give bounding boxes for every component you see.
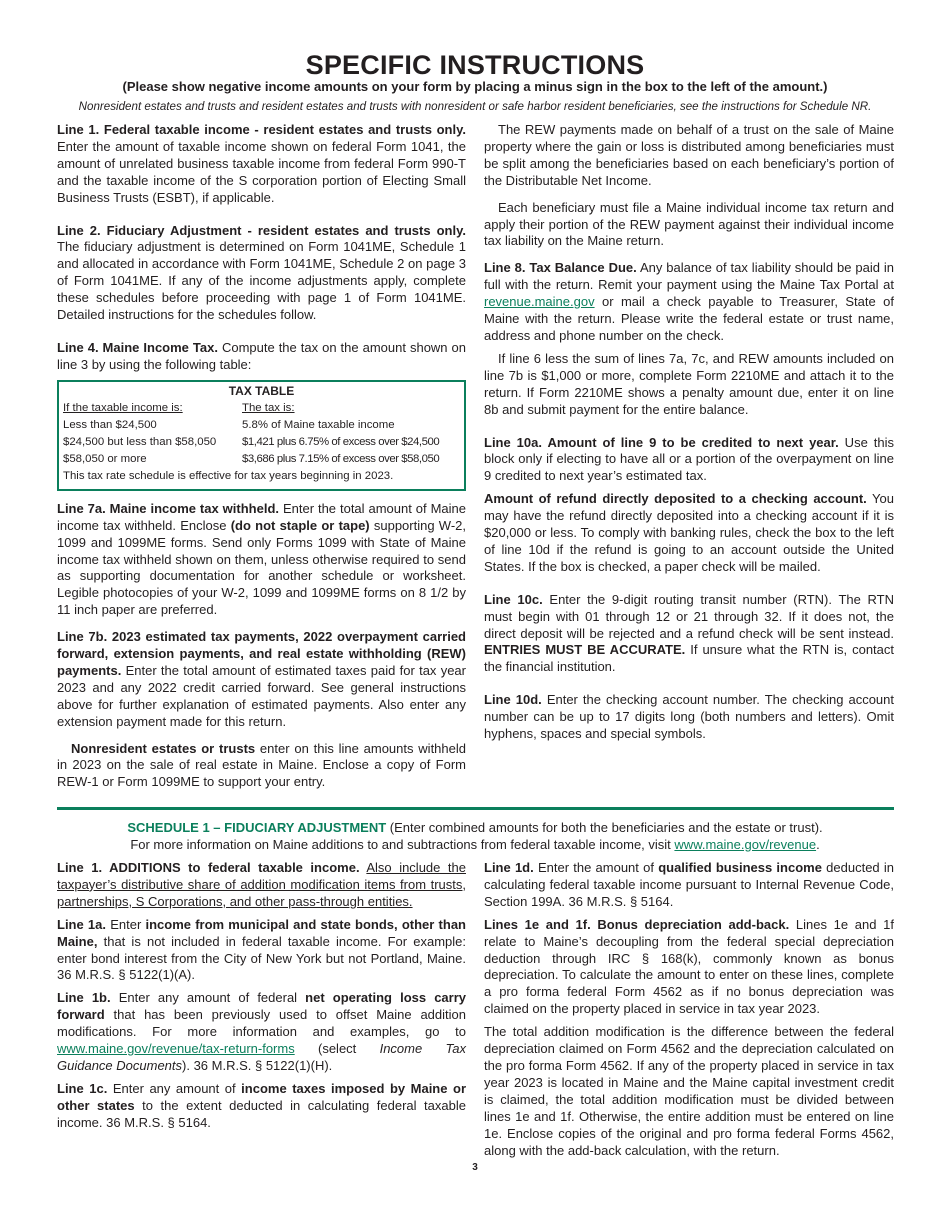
s1-line1b-paragraph bbox=[57, 990, 466, 1075]
line2-paragraph bbox=[57, 223, 466, 324]
tax-table-tax-cell: $3,686 plus 7.15% of excess over $58,050 bbox=[242, 452, 440, 465]
s1-line1c-paragraph bbox=[57, 1081, 466, 1132]
line10c-bold: ENTRIES MUST BE ACCURATE. bbox=[484, 642, 686, 658]
tax-table-tax-cell: $1,421 plus 6.75% of excess over $24,500 bbox=[242, 435, 440, 448]
s1-line1a-heading: Line 1a. bbox=[57, 916, 106, 932]
s1-line1b-text2: that has been previously used to offset Maine addition modifications. For more information and examples, go to bbox=[57, 1007, 466, 1040]
s1-line1e-paragraph bbox=[484, 917, 894, 1018]
s1-line1c-heading: Line 1c. bbox=[57, 1080, 108, 1096]
s1-line1a-text2: that is not included in federal taxable income. For example: enter bond interest from the City of New York but not Portland, Maine. 36 M.R.S. § 5122(1)(A). bbox=[57, 933, 466, 983]
s1-line1a-paragraph bbox=[57, 917, 466, 985]
line7a-bold: (do not staple or tape) bbox=[230, 517, 370, 533]
schedule1-left-column bbox=[57, 860, 466, 1142]
line10d-heading: Line 10d. bbox=[484, 692, 542, 708]
s1-line1d-text: Enter the amount of bbox=[533, 860, 659, 875]
nonresident-paragraph bbox=[57, 741, 466, 792]
schedule1-more-info bbox=[0, 837, 950, 854]
tax-table-income-cell: $58,050 or more bbox=[63, 452, 147, 465]
s1-line1a-bold: income from municipal and state bonds, other than Maine, bbox=[57, 916, 466, 949]
line8-text: Any balance of tax liability should be paid in full with the return. Remit your payment using the Maine Tax Portal at bbox=[484, 260, 894, 293]
refund-paragraph bbox=[484, 491, 894, 576]
tax-table-title: TAX TABLE bbox=[228, 383, 295, 398]
s1-line1d-heading: Line 1d. bbox=[484, 860, 534, 875]
line7b-heading: Line 7b. 2023 estimated tax payments, 2022 overpayment carried forward, extension payments, and real estate withholding (REW) payments. bbox=[57, 629, 466, 678]
nonresident-text: enter on this line amounts withheld in 2023 on the sale of real estate in Maine. Enclose a copy of Form REW-1 or Form 1099ME to support your entry. bbox=[57, 740, 466, 790]
line7a-paragraph bbox=[57, 501, 466, 619]
line7b-text: Enter the total amount of estimated taxes paid for tax year 2023 and any 2022 credit carried forward. See general instructions above for further explanation of estimated payments. Also enter any extension payment made for this return. bbox=[57, 662, 466, 729]
s1-line1d-paragraph bbox=[484, 860, 894, 911]
schedule1-more-info-text: For more information on Maine additions to and subtractions from federal taxable income, visit bbox=[130, 837, 675, 852]
line10c-paragraph bbox=[484, 592, 894, 677]
s1-line1-paragraph bbox=[57, 860, 466, 911]
s1-line1b-text3: (select bbox=[294, 1041, 380, 1057]
s1-line1-heading: Line 1. ADDITIONS to federal taxable income. bbox=[57, 860, 360, 875]
tax-table-row bbox=[63, 451, 460, 468]
rew-paragraph-2: Each beneficiary must file a Maine individual income tax return and apply their portion of the REW payment against their individual income tax liability on the Maine return. bbox=[484, 199, 894, 249]
s1-line1b-italic: Income Tax Guidance Documents bbox=[57, 1041, 466, 1073]
tax-table-row bbox=[63, 434, 460, 451]
page-title: SPECIFIC INSTRUCTIONS bbox=[305, 50, 645, 80]
s1-total-paragraph: The total addition modification is the difference between the federal depreciation claimed on Form 4562 and the depreciation calculated on the pro forma Form 4562. If any of the property placed in service in tax year 2023 is located in Maine and the Maine capital investment credit is claimed, the total addition modification must be divided between lines 1e and 1f. Otherwise, the entire addition must be entered on line 1e. Enclose copies of the original and pro forma federal Forms 4562, along with the add-back calculation, with the return. bbox=[484, 1024, 894, 1158]
schedule1-title: SCHEDULE 1 – FIDUCIARY ADJUSTMENT bbox=[127, 820, 387, 835]
line7a-text: Enter the total amount of Maine income tax withheld. Enclose bbox=[57, 500, 466, 533]
tax-return-forms-link[interactable]: www.maine.gov/revenue/tax-return-forms bbox=[57, 1041, 295, 1057]
line7b-paragraph bbox=[57, 629, 466, 730]
rew-paragraph-1: The REW payments made on behalf of a trust on the sale of Maine property where the gain or loss is distributed among beneficiaries must be split among the beneficiaries based on each beneficiary’s portion of the Distributable Net Income. bbox=[484, 122, 894, 188]
page-number: 3 bbox=[472, 1162, 478, 1173]
tax-table-header-row bbox=[63, 400, 460, 417]
s1-line1b-text: Enter any amount of federal bbox=[110, 990, 306, 1006]
s1-line1-underlined: Also include the taxpayer’s distributive share of addition modification items from trusts, partnerships, S Corporations, and other pass-through entities. bbox=[57, 860, 466, 909]
schedule1-heading-note: (Enter combined amounts for both the beneficiaries and the estate or trust). bbox=[386, 820, 823, 835]
nonresident-note: Nonresident estates and trusts and resident estates and trusts with nonresident or safe harbor resident beneficiaries, see the instructions for Schedule NR. bbox=[78, 100, 872, 113]
s1-line1d-bold: qualified business income bbox=[658, 860, 822, 875]
tax-table-tax-cell: 5.8% of Maine taxable income bbox=[242, 418, 395, 431]
s1-line1b-heading: Line 1b. bbox=[57, 990, 111, 1006]
s1-line1a-text: Enter bbox=[106, 916, 146, 932]
line8-heading: Line 8. Tax Balance Due. bbox=[484, 260, 637, 276]
tax-table-row bbox=[63, 417, 460, 434]
tax-table bbox=[57, 380, 466, 491]
instructions-left-column bbox=[57, 122, 466, 801]
line1-heading: Line 1. Federal taxable income - resident estates and trusts only. bbox=[57, 122, 466, 137]
schedule1-heading bbox=[0, 820, 950, 837]
s1-line1b-text4: ). 36 M.R.S. § 5122(1)(H). bbox=[182, 1057, 333, 1073]
line10d-paragraph bbox=[484, 692, 894, 743]
section-divider bbox=[57, 807, 894, 810]
line1-paragraph bbox=[57, 122, 466, 207]
s1-line1b-bold: net operating loss carry forward bbox=[57, 990, 467, 1023]
tax-table-income-cell: $24,500 but less than $58,050 bbox=[63, 435, 217, 448]
maine-revenue-link[interactable]: www.maine.gov/revenue bbox=[674, 837, 817, 852]
line10a-heading: Line 10a. Amount of line 9 to be credited to next year. bbox=[484, 434, 839, 450]
line10c-text2: If unsure what the RTN is, contact the financial institution. bbox=[484, 642, 894, 675]
s1-line1c-text: Enter any amount of bbox=[107, 1080, 242, 1096]
s1-line1d-text2: deducted in calculating federal taxable income pursuant to Internal Revenue Code, Section 199A. 36 M.R.S. § 5164. bbox=[484, 860, 895, 909]
schedule1-right-column bbox=[484, 860, 894, 1169]
refund-text: You may have the refund directly deposited into a checking account if it is $20,000 or less. To comply with banking rules, check the box to the left of line 10d if the refund is going to an account outside the United States. If the box is checked, a paper check will be mailed. bbox=[484, 491, 894, 574]
tax-table-col2-header: The tax is: bbox=[242, 401, 295, 414]
s1-line1e-heading: Lines 1e and 1f. Bonus depreciation add-back. bbox=[484, 916, 790, 932]
line2-text: The fiduciary adjustment is determined on Form 1041ME, Schedule 1 and allocated in accordance with Form 1041ME, Schedule 2 on page 3 of Form 1041ME. If any of the income adjustments apply, complete these schedules before proceeding with page 1 of Form 1041ME. Detailed instructions for the schedules follow. bbox=[57, 239, 466, 323]
tax-table-income-cell: Less than $24,500 bbox=[63, 418, 157, 431]
refund-heading: Amount of refund directly deposited to a checking account. bbox=[484, 491, 867, 507]
s1-line1c-text2: to the extent deducted in calculating federal taxable income. 36 M.R.S. § 5164. bbox=[57, 1097, 466, 1130]
line10a-paragraph bbox=[484, 435, 894, 486]
line2-heading: Line 2. Fiduciary Adjustment - resident estates and trusts only. bbox=[57, 222, 466, 238]
line7a-heading: Line 7a. Maine income tax withheld. bbox=[57, 500, 279, 516]
s1-line1c-bold: income taxes imposed by Maine or other states bbox=[57, 1080, 466, 1113]
s1-line1e-text: Lines 1e and 1f relate to Maine’s decoupling from the federal special depreciation deduction through IRC § 168(k), commonly known as bonus depreciation. To calculate the amount to enter on these lines, complete a pro forma federal Form 4562 as if no bonus depreciation was claimed on the property placed in service in tax year 2023. bbox=[484, 916, 894, 1017]
line8-text2: or mail a check payable to Treasurer, State of Maine with the return. Please write the federal estate or trust name, address and phone number on the check. bbox=[484, 294, 894, 343]
tax-table-col1-header: If the taxable income is: bbox=[63, 401, 183, 414]
schedule1-more-info-end: . bbox=[816, 837, 820, 852]
line10d-text: Enter the checking account number. The checking account number can be up to 17 digits long (both numbers and letters). Omit hyphens, spaces and special symbols. bbox=[484, 692, 894, 742]
tax-table-footnote: This tax rate schedule is effective for tax years beginning in 2023. bbox=[63, 469, 394, 482]
line10c-heading: Line 10c. bbox=[484, 591, 543, 607]
line10a-text: Use this block only if electing to have all or a portion of the overpayment on line 9 credited to next year’s estimated tax. bbox=[484, 434, 894, 484]
revenue-portal-link[interactable]: revenue.maine.gov bbox=[484, 294, 595, 310]
line4-paragraph bbox=[57, 340, 466, 374]
line10c-text: Enter the 9-digit routing transit number (RTN). The RTN must begin with 01 through 12 or 21 through 32. If it does not, the direct deposit will be rejected and a refund check will be sent instead. bbox=[484, 591, 895, 641]
negative-amount-note: (Please show negative income amounts on your form by placing a minus sign in the box to the left of the amount.) bbox=[122, 79, 828, 94]
line7a-text2: supporting W-2, 1099 and 1099ME forms. Send only Forms 1099 with State of Maine income tax withheld shown on them, unless otherwise required to send as supporting documentation for another schedule or worksheet. Legible photocopies of your W-2, 1099 and 1099ME forms on 8 1/2 by 11 inch paper are preferred. bbox=[57, 517, 466, 618]
line8-paragraph bbox=[484, 260, 894, 345]
line8-paragraph-2: If line 6 less the sum of lines 7a, 7c, and REW amounts included on line 7b is $1,000 or more, complete Form 2210ME and attach it to the return. If Form 2210ME shows a penalty amount due, enter it on line 8b and submit payment for the entire balance. bbox=[484, 350, 894, 417]
nonresident-heading: Nonresident estates or trusts bbox=[71, 740, 256, 756]
line1-text: Enter the amount of taxable income shown on federal Form 1041, the amount of unrelated business taxable income from federal Form 990-T and the taxable income of the S corporation portion of Electing Small Business Trusts (ESBT), if applicable. bbox=[57, 138, 466, 205]
line4-heading: Line 4. Maine Income Tax. bbox=[57, 339, 218, 355]
instructions-right-column bbox=[484, 122, 894, 753]
line4-text: Compute the tax on the amount shown on line 3 by using the following table: bbox=[57, 339, 466, 372]
